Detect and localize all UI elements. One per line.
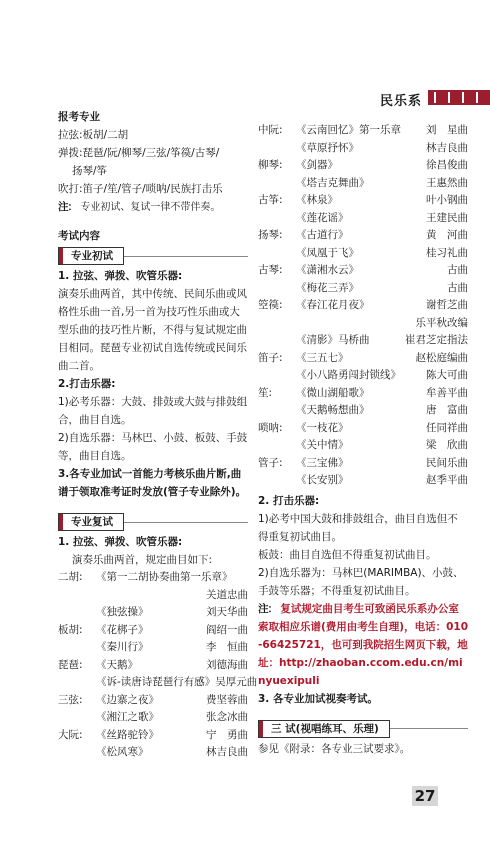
initial-s2-text2: 2)自选乐器：马林巴、小鼓、板鼓、手鼓等，曲目自选。 bbox=[58, 432, 248, 462]
piece-title: 《天鹅》 bbox=[96, 658, 138, 671]
piece-author: 梁 欣曲 bbox=[426, 439, 468, 451]
piece-author: 林吉良曲 bbox=[426, 141, 468, 154]
piece-author: 任同祥曲 bbox=[426, 421, 468, 434]
piece-row bbox=[58, 604, 248, 622]
piece-author: 刘天华曲 bbox=[206, 606, 248, 618]
piece-author: 张念冰曲 bbox=[206, 711, 248, 723]
header-pattern bbox=[428, 90, 490, 105]
piece-row bbox=[258, 455, 468, 473]
instrument-label: 柳琴: bbox=[258, 159, 283, 171]
piece-author: 阎绍一曲 bbox=[206, 623, 248, 636]
piece-row bbox=[258, 385, 468, 403]
piece-author: 关道忠曲 bbox=[206, 588, 248, 601]
piece-row bbox=[258, 297, 468, 315]
piece-author: 陈大可曲 bbox=[426, 369, 468, 381]
note-red-text: 复试规定曲目考生可致函民乐系办公室索取相应乐谱(费用由考生自理)，电话：010-66425721，也可到我院招生网页下载，地址：http://zhaoban.ccom.edu.cn/minyuexipuli bbox=[258, 602, 469, 687]
note-text: 专业初试、复试一律不带伴奏。 bbox=[80, 202, 221, 213]
piece-row bbox=[58, 674, 258, 692]
instrument-label: 中阮: bbox=[258, 124, 283, 136]
piece-author: 桂习礼曲 bbox=[426, 246, 468, 259]
instrument-label bbox=[58, 744, 96, 762]
page-number: 27 bbox=[412, 786, 438, 806]
piece-title: 《长安别》 bbox=[296, 474, 349, 486]
piece-title: 《花梆子》 bbox=[96, 623, 149, 636]
piece-row bbox=[58, 692, 248, 710]
piece-row bbox=[258, 402, 468, 420]
enroll-line: 弹拨:琵琶/阮/柳琴/三弦/筝篌/古琴/ bbox=[58, 147, 220, 159]
retest-s2-text3: 2)自选乐器为：马林巴(MARIMBA)、小鼓、手鼓等乐器；不得重复初试曲目。 bbox=[258, 566, 464, 597]
piece-row bbox=[58, 744, 248, 762]
piece-row bbox=[58, 622, 248, 640]
piece-author: 乐平秋改编 bbox=[415, 316, 468, 329]
piece-author: 李 恒曲 bbox=[206, 641, 248, 653]
piece-title: 《林泉》 bbox=[296, 194, 338, 206]
instrument-label bbox=[58, 639, 96, 657]
initial-s2-title: 2.打击乐器: bbox=[58, 378, 116, 390]
piece-author: 赵季平曲 bbox=[426, 474, 468, 486]
piece-author: 古曲 bbox=[447, 281, 468, 294]
piece-row bbox=[258, 280, 468, 298]
piece-title: 《潇湘水云》 bbox=[296, 264, 359, 276]
piece-author: 谢哲芝曲 bbox=[426, 299, 468, 311]
instrument-label bbox=[258, 315, 296, 333]
piece-title: 《春江花月夜》 bbox=[296, 299, 370, 311]
piece-author: 林吉良曲 bbox=[206, 746, 248, 758]
tab-label: 专业初试 bbox=[58, 247, 124, 265]
piece-row bbox=[58, 569, 248, 587]
retest-s3: 3. 各专业加试视奏考试。 bbox=[258, 692, 378, 705]
piece-title: 《丝路驼铃》 bbox=[96, 728, 159, 741]
piece-author: 吴厚元曲 bbox=[215, 676, 258, 688]
piece-title: 《关中情》 bbox=[296, 439, 349, 451]
instrument-label bbox=[58, 674, 96, 692]
piece-title: 《三五七》 bbox=[296, 351, 349, 364]
piece-row bbox=[58, 727, 248, 745]
piece-author: 崔君芝定指法 bbox=[405, 334, 468, 346]
piece-row bbox=[58, 657, 248, 675]
piece-title bbox=[296, 315, 416, 333]
instrument-label bbox=[258, 332, 296, 350]
retest-piece-list bbox=[258, 122, 468, 490]
instrument-label: 古筝: bbox=[258, 194, 283, 206]
piece-author: 宁 勇曲 bbox=[206, 728, 248, 741]
piece-title: 《塔吉克舞曲》 bbox=[296, 176, 370, 189]
initial-s2-text1: 1)必考乐器：大鼓、排鼓或大鼓与排鼓组合，曲目自选。 bbox=[58, 396, 248, 426]
instrument-label bbox=[58, 587, 96, 605]
instrument-label: 琵琶: bbox=[58, 658, 83, 671]
piece-title: 《三宝佛》 bbox=[296, 456, 349, 469]
initial-s1-text: 演奏乐曲两首，其中传统、民间乐曲或风格性乐曲一首,另一首为技巧性乐曲或大型乐曲的技巧性片断，不得与复试规定曲目相同。琵琶专业初试自选传统或民间乐曲二首。 bbox=[58, 288, 247, 372]
piece-title: 《边寨之夜》 bbox=[96, 693, 159, 706]
piece-row bbox=[258, 332, 468, 350]
piece-title: 《剑器》 bbox=[296, 159, 338, 171]
instrument-label bbox=[258, 367, 296, 385]
piece-row bbox=[258, 437, 468, 455]
piece-title: 《湘江之歌》 bbox=[96, 711, 159, 723]
instrument-label: 唢呐: bbox=[258, 421, 283, 434]
piece-author: 古曲 bbox=[447, 264, 468, 276]
piece-row bbox=[258, 175, 468, 193]
instrument-label bbox=[258, 175, 296, 193]
piece-title: 《秦川行》 bbox=[96, 641, 149, 653]
piece-author: 王惠然曲 bbox=[426, 176, 468, 189]
piece-title: 《诉-读唐诗琵琶行有感》 bbox=[96, 676, 216, 688]
piece-row bbox=[58, 587, 248, 605]
piece-title: 《一枝花》 bbox=[296, 421, 349, 434]
instrument-label: 三弦: bbox=[58, 693, 83, 706]
piece-row bbox=[258, 420, 468, 438]
piece-author: 唐 富曲 bbox=[426, 404, 468, 416]
piece-author: 黄 河曲 bbox=[426, 229, 468, 241]
instrument-label bbox=[258, 402, 296, 420]
piece-author: 叶小钢曲 bbox=[426, 194, 468, 206]
retest-note bbox=[258, 600, 468, 690]
instrument-label bbox=[58, 604, 96, 622]
piece-row bbox=[258, 122, 468, 140]
piece-title: 《独弦操》 bbox=[96, 606, 149, 618]
tab-label: 三 试(视唱练耳、乐理) bbox=[258, 720, 390, 738]
section-tab-third bbox=[258, 718, 468, 740]
enroll-line: 拉弦:板胡/二胡 bbox=[58, 129, 129, 141]
instrument-label: 二胡: bbox=[58, 571, 83, 583]
note bbox=[58, 198, 248, 217]
initial-s1-title: 1. 拉弦、弹拨、吹管乐器: bbox=[58, 270, 183, 282]
piece-author: 徐昌俊曲 bbox=[426, 159, 468, 171]
initial-s3: 3.各专业加试一首能力考核乐曲片断,曲谱于领取准考证时发放(管子专业除外)。 bbox=[58, 468, 247, 498]
piece-title: 《云南回忆》第一乐章 bbox=[296, 124, 401, 136]
enroll-line: 扬琴/筝 bbox=[72, 165, 108, 177]
piece-title: 《梅花三弄》 bbox=[296, 281, 359, 294]
header-title: 民乐系 bbox=[379, 94, 422, 109]
piece-row bbox=[258, 227, 468, 245]
piece-author: 赵松庭编曲 bbox=[415, 351, 468, 364]
piece-title: 《凤凰于飞》 bbox=[296, 246, 359, 259]
retest-s2-text2: 板鼓：曲目自选但不得重复初试曲目。 bbox=[258, 548, 437, 561]
piece-title: 《微山湖船歌》 bbox=[296, 386, 370, 399]
piece-title: 《草原抒怀》 bbox=[296, 141, 359, 154]
retest-s1-title: 1. 拉弦、弹拨、吹管乐器: bbox=[58, 536, 183, 548]
piece-author: 王建民曲 bbox=[426, 211, 468, 224]
retest-s1-text: 演奏乐曲两首，规定曲目如下: bbox=[72, 554, 213, 566]
instrument-label: 板胡: bbox=[58, 623, 83, 636]
section-tab-retest bbox=[58, 511, 248, 533]
instrument-label bbox=[58, 709, 96, 727]
piece-row bbox=[258, 140, 468, 158]
piece-row bbox=[258, 192, 468, 210]
instrument-label: 笙: bbox=[258, 386, 273, 399]
piece-row bbox=[258, 157, 468, 175]
retest-piece-list bbox=[58, 569, 258, 762]
piece-row bbox=[258, 350, 468, 368]
piece-row bbox=[58, 639, 248, 657]
retest-s2-text1: 1)必考中国大鼓和排鼓组合，曲目自选但不得重复初试曲目。 bbox=[258, 512, 458, 543]
enroll-line: 吹打:笛子/笙/管子/唢呐/民族打击乐 bbox=[58, 183, 223, 195]
note-tag: 注： bbox=[258, 602, 277, 615]
piece-row bbox=[258, 262, 468, 280]
piece-row bbox=[258, 210, 468, 228]
piece-row bbox=[258, 245, 468, 263]
piece-row bbox=[258, 367, 468, 385]
piece-title: 《松风寒》 bbox=[96, 746, 149, 758]
left-column bbox=[58, 108, 258, 762]
piece-author: 刘 星曲 bbox=[426, 124, 468, 136]
piece-title: 《第一二胡协奏曲第一乐章》 bbox=[96, 571, 233, 583]
piece-title: 《清影》马桥曲 bbox=[296, 334, 370, 346]
piece-title: 《莲花谣》 bbox=[296, 211, 349, 224]
exam-heading: 考试内容 bbox=[58, 230, 100, 242]
piece-row bbox=[258, 472, 468, 490]
piece-title bbox=[96, 587, 206, 605]
piece-author: 费坚蓉曲 bbox=[206, 693, 248, 706]
piece-row bbox=[258, 315, 468, 333]
enroll-heading: 报考专业 bbox=[58, 111, 100, 123]
piece-title: 《小八路勇闯封锁线》 bbox=[296, 369, 401, 381]
tab-label: 专业复试 bbox=[58, 513, 124, 531]
section-tab-initial bbox=[58, 245, 248, 267]
instrument-label bbox=[258, 437, 296, 455]
piece-row bbox=[58, 709, 248, 727]
piece-author: 牟善平曲 bbox=[426, 386, 468, 399]
piece-author: 民间乐曲 bbox=[426, 456, 468, 469]
piece-author: 刘德海曲 bbox=[206, 658, 248, 671]
instrument-label bbox=[258, 210, 296, 228]
see-also: 参见《附录：各专业三试要求》。 bbox=[258, 742, 411, 755]
instrument-label bbox=[258, 140, 296, 158]
instrument-label bbox=[258, 245, 296, 263]
instrument-label: 大阮: bbox=[58, 728, 83, 741]
instrument-label: 管子: bbox=[258, 456, 283, 469]
note-tag: 注： bbox=[58, 201, 77, 213]
piece-title: 《天鹅畅想曲》 bbox=[296, 404, 370, 416]
retest-s2-title: 2. 打击乐器: bbox=[258, 494, 320, 507]
instrument-label: 箜篌: bbox=[258, 299, 283, 311]
instrument-label bbox=[258, 280, 296, 298]
instrument-label: 古琴: bbox=[258, 264, 283, 276]
piece-title: 《古道行》 bbox=[296, 229, 349, 241]
right-column bbox=[258, 122, 468, 758]
instrument-label: 扬琴: bbox=[258, 229, 283, 241]
instrument-label: 笛子: bbox=[258, 351, 283, 364]
instrument-label bbox=[258, 472, 296, 490]
